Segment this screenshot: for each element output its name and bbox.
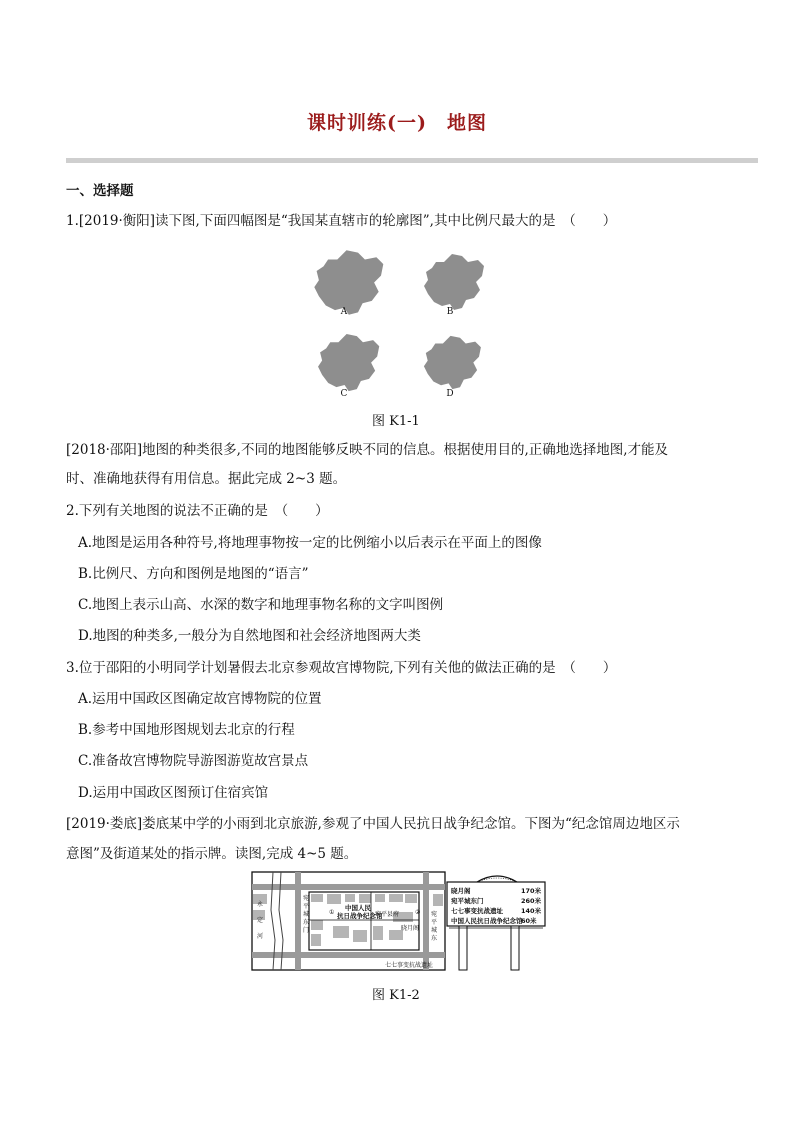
- section-heading: 一、选择题: [66, 183, 134, 199]
- sign-row1-dist: 170米: [521, 887, 542, 895]
- east-char-3: 城: [431, 927, 438, 934]
- gate-char-5: 门: [303, 927, 310, 934]
- east-char-2: 平: [431, 919, 438, 926]
- gate-char-1: 宛: [303, 895, 310, 902]
- q3-option-a: A.运用中国政区图确定故宫博物院的位置: [78, 691, 322, 707]
- wanping-label: 宛平县府: [375, 911, 400, 918]
- label-b: B: [446, 307, 454, 317]
- marker-2: ②: [415, 909, 421, 916]
- xiaoyue-label: 晓月阁: [401, 925, 420, 932]
- title-divider: [66, 158, 758, 163]
- page-title: 课时训练(一) 地图: [307, 112, 487, 134]
- map-outline-a: [314, 250, 383, 314]
- label-d: D: [446, 389, 454, 399]
- q2-option-d: D.地图的种类多,一般分为自然地图和社会经济地图两大类: [78, 628, 421, 644]
- gate-char-4: 东: [303, 919, 310, 926]
- map-outline-b: [424, 254, 484, 310]
- q3-option-c: C.准备故宫博物院导游图游览故宫景点: [78, 753, 309, 769]
- intro-4-5-line2: 意图”及街道某处的指示牌。读图,完成 4~5 题。: [66, 846, 358, 862]
- label-c: C: [340, 389, 348, 399]
- intro-2-3-line1: [2018·邵阳]地图的种类很多,不同的地图能够反映不同的信息。根据使用目的,正确地选择地图,才能及: [66, 442, 669, 458]
- sign-row3-dist: 140米: [521, 907, 542, 915]
- figure-k1-1: [300, 240, 500, 400]
- east-char-4: 东: [431, 935, 438, 942]
- map-outline-c: [318, 334, 379, 391]
- museum-label-2: 抗日战争纪念馆: [337, 912, 383, 920]
- marker-1: ①: [329, 909, 335, 916]
- sign-row4-name: 中国人民抗日战争纪念馆: [451, 917, 523, 925]
- area-map: [252, 872, 445, 970]
- river-char-1: 永: [257, 901, 264, 908]
- q3-option-d: D.运用中国政区图预订住宿宾馆: [78, 785, 269, 801]
- river-char-2: 定: [257, 917, 264, 924]
- river-char-3: 河: [257, 933, 264, 940]
- q2-stem: 2.下列有关地图的说法不正确的是 （ ）: [66, 503, 329, 519]
- figure-k1-2-caption: 图 K1-2: [372, 988, 420, 1003]
- sign-row2-name: 宛平城东门: [451, 897, 484, 905]
- east-char-1: 宛: [431, 911, 438, 918]
- sign-row3-name: 七七事变抗战遗址: [451, 907, 503, 915]
- q2-option-c: C.地图上表示山高、水深的数字和地理事物名称的文字叫图例: [78, 597, 444, 613]
- q2-option-b: B.比例尺、方向和图例是地图的“语言”: [78, 566, 309, 582]
- figure-k1-2: [251, 870, 547, 974]
- intro-2-3-line2: 时、准确地获得有用信息。据此完成 2~3 题。: [66, 471, 347, 487]
- figure-k1-1-caption: 图 K1-1: [372, 414, 420, 429]
- sign-row4-dist: 60米: [521, 917, 537, 925]
- q3-stem: 3.位于邵阳的小明同学计划暑假去北京参观故宫博物院,下列有关他的做法正确的是 （ ）: [66, 660, 617, 676]
- sign-row1-name: 晓月阁: [451, 887, 471, 895]
- q2-option-a: A.地图是运用各种符号,将地理事物按一定的比例缩小以后表示在平面上的图像: [78, 535, 542, 551]
- gate-char-2: 平: [303, 903, 310, 910]
- map-outline-d: [424, 336, 481, 389]
- label-a: A: [340, 307, 348, 317]
- museum-label-1: 中国人民: [345, 904, 371, 912]
- q3-option-b: B.参考中国地形图规划去北京的行程: [78, 722, 295, 738]
- site-label: 七七事变抗战遗址: [385, 962, 434, 969]
- gate-char-3: 城: [303, 911, 310, 918]
- q1-stem: 1.[2019·衡阳]读下图,下面四幅图是“我国某直辖市的轮廓图”,其中比例尺最大的是 （ ）: [66, 213, 617, 229]
- sign-row2-dist: 260米: [521, 897, 542, 905]
- signpost: [447, 876, 545, 970]
- intro-4-5-line1: [2019·娄底]娄底某中学的小雨到北京旅游,参观了中国人民抗日战争纪念馆。下图为“纪念馆周边地区示: [66, 816, 680, 832]
